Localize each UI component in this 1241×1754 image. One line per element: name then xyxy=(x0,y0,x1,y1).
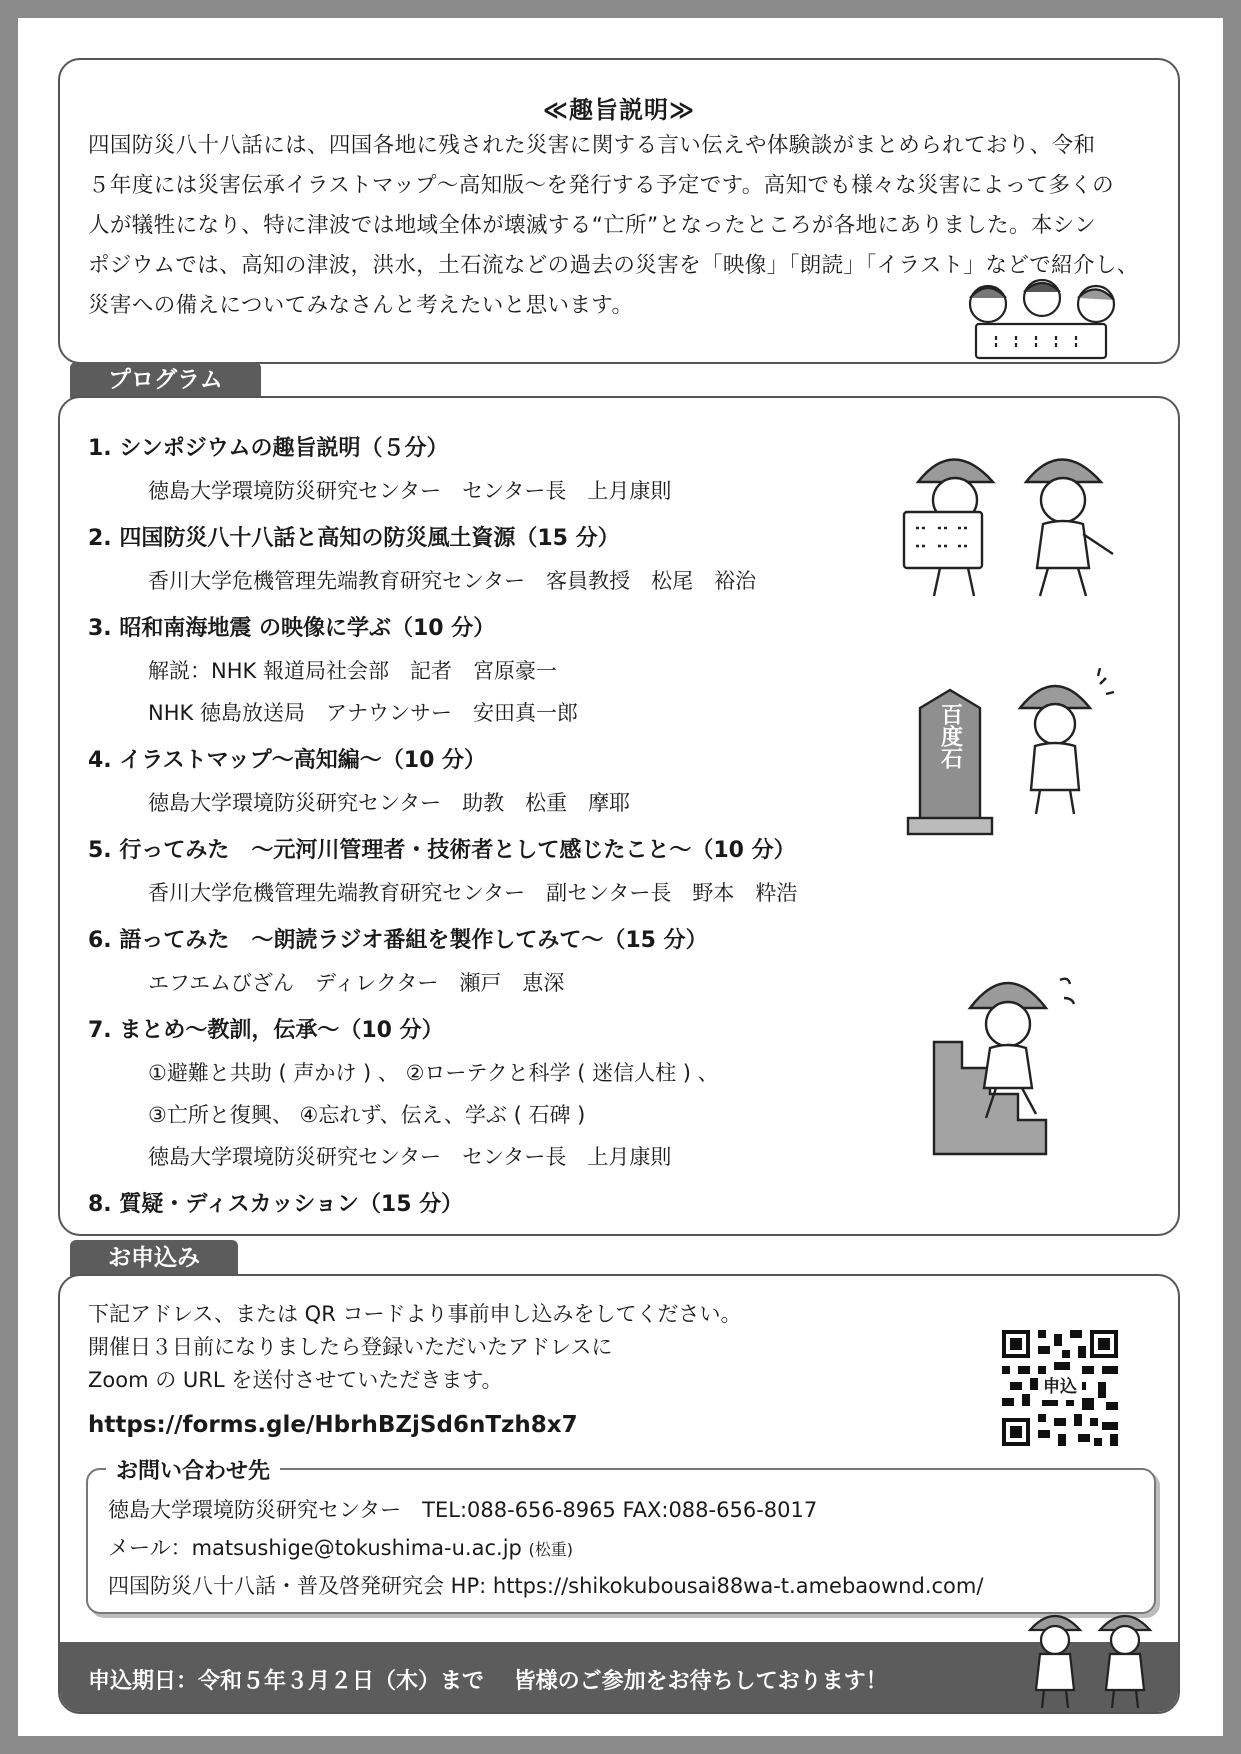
purpose-line: ５年度には災害伝承イラストマップ～高知版～を発行する予定です。高知でも様々な災害によって多くの xyxy=(88,173,1115,198)
qr-label: 申込 xyxy=(1038,1374,1082,1400)
purpose-line: ポジウムでは、高知の津波，洪水，土石流などの過去の災害を「映像」「朗読」「イラスト」などで紹介し、 xyxy=(88,253,1139,278)
contact-homepage[interactable]: 四国防災八十八話・普及啓発研究会 HP: https://shikokubousai88wa-t.amebaownd.com/ xyxy=(108,1574,984,1598)
purpose-line: 災害への備えについてみなさんと考えたいと思います。 xyxy=(88,293,634,318)
purpose-title: ≪趣旨説明≫ xyxy=(542,96,696,124)
program-item xyxy=(88,518,888,602)
program-item-speaker: 香川大学危機管理先端教育研究センター 副センター長 野本 粋浩 xyxy=(148,881,798,905)
contact-label: お問い合わせ先 xyxy=(106,1454,280,1485)
apply-label: お申込み xyxy=(70,1240,238,1276)
deadline-text: 申込期日：令和５年３月２日（木）まで 皆様のご参加をお待ちしております！ xyxy=(88,1669,888,1694)
stone-marker-illustration xyxy=(900,678,1000,838)
waving-pilgrims-illustration xyxy=(1020,1606,1170,1710)
children-map-illustration xyxy=(956,276,1136,360)
program-item xyxy=(88,1010,888,1178)
contact-phone-fax: 徳島大学環境防災研究センター TEL:088-656-8965 FAX:088-656-8017 xyxy=(108,1498,818,1522)
contact-email xyxy=(108,1532,573,1562)
contact-email-note: (松重) xyxy=(528,1540,574,1559)
program-label: プログラム xyxy=(70,362,261,398)
apply-line: 下記アドレス、または QR コードより事前申し込みをしてください。 xyxy=(88,1302,742,1326)
apply-line: 開催日３日前になりましたら登録いただいたアドレスに xyxy=(88,1335,613,1359)
program-item-title: 6. 語ってみた ～朗読ラジオ番組を製作してみて～（15 分） xyxy=(88,928,708,953)
contact-email-text[interactable]: メール：matsushige@tokushima-u.ac.jp xyxy=(108,1536,522,1560)
program-item-title: 2. 四国防災八十八話と高知の防災風土資源（15 分） xyxy=(88,526,620,551)
qr-code[interactable] xyxy=(1002,1330,1118,1446)
program-item-title: 3. 昭和南海地震 の映像に学ぶ（10 分） xyxy=(88,616,496,641)
apply-instructions xyxy=(88,1298,741,1397)
pilgrim-stairs-illustration xyxy=(930,958,1090,1158)
program-item-speaker: エフエムびざん ディレクター 瀬戸 恵深 xyxy=(148,971,565,995)
program-item xyxy=(88,428,888,512)
program-item-title: 7. まとめ～教訓，伝承～（10 分） xyxy=(88,1018,444,1043)
apply-form-link[interactable]: https://forms.gle/HbrhBZjSd6nTzh8x7 xyxy=(88,1412,578,1438)
program-item-title: 4. イラストマップ～高知編～（10 分） xyxy=(88,748,487,773)
program-item-speaker: 徳島大学環境防災研究センター 助教 松重 摩耶 xyxy=(148,791,631,815)
purpose-box xyxy=(58,58,1180,364)
program-item-speaker: 徳島大学環境防災研究センター センター長 上月康則 xyxy=(148,1145,672,1169)
program-item xyxy=(88,830,888,914)
program-item-speaker: 解説：NHK 報道局社会部 記者 宮原豪一 xyxy=(148,659,557,683)
program-item xyxy=(88,920,888,1004)
program-item xyxy=(88,740,888,824)
apply-line: Zoom の URL を送付させていただきます。 xyxy=(88,1368,503,1392)
pilgrims-map-illustration xyxy=(898,442,1128,602)
program-item-speaker: NHK 徳島放送局 アナウンサー 安田真一郎 xyxy=(148,701,578,725)
pilgrim-illustration xyxy=(1010,668,1120,818)
stone-text: 百度石 xyxy=(937,703,963,769)
program-box xyxy=(58,396,1180,1236)
purpose-line: 四国防災八十八話には、四国各地に残された災害に関する言い伝えや体験談がまとめられており、令和 xyxy=(88,133,1096,158)
program-item-speaker: 香川大学危機管理先端教育研究センター 客員教授 松尾 裕治 xyxy=(148,569,757,593)
program-item-title: 1. シンポジウムの趣旨説明（５分） xyxy=(88,436,449,461)
program-item-title: 8. 質疑・ディスカッション（15 分） xyxy=(88,1192,464,1217)
deadline-bar xyxy=(60,1642,1178,1712)
flyer-page xyxy=(18,18,1223,1736)
apply-box xyxy=(58,1274,1180,1714)
program-item xyxy=(88,1184,888,1226)
purpose-line: 人が犠牲になり、特に津波では地域全体が壊滅する“亡所”となったところが各地にありました。本シン xyxy=(88,213,1097,238)
program-item-title: 5. 行ってみた ～元河川管理者・技術者として感じたこと～（10 分） xyxy=(88,838,796,863)
contact-box xyxy=(86,1468,1156,1614)
program-item xyxy=(88,608,888,734)
program-item-speaker: 徳島大学環境防災研究センター センター長 上月康則 xyxy=(148,479,672,503)
program-item-detail: ①避難と共助 ( 声かけ ) 、 ②ローテクと科学 ( 迷信人柱 ) 、 xyxy=(148,1061,719,1085)
program-item-detail: ③亡所と復興、 ④忘れず、伝え、学ぶ ( 石碑 ) xyxy=(148,1103,586,1127)
program-list xyxy=(88,428,888,1226)
